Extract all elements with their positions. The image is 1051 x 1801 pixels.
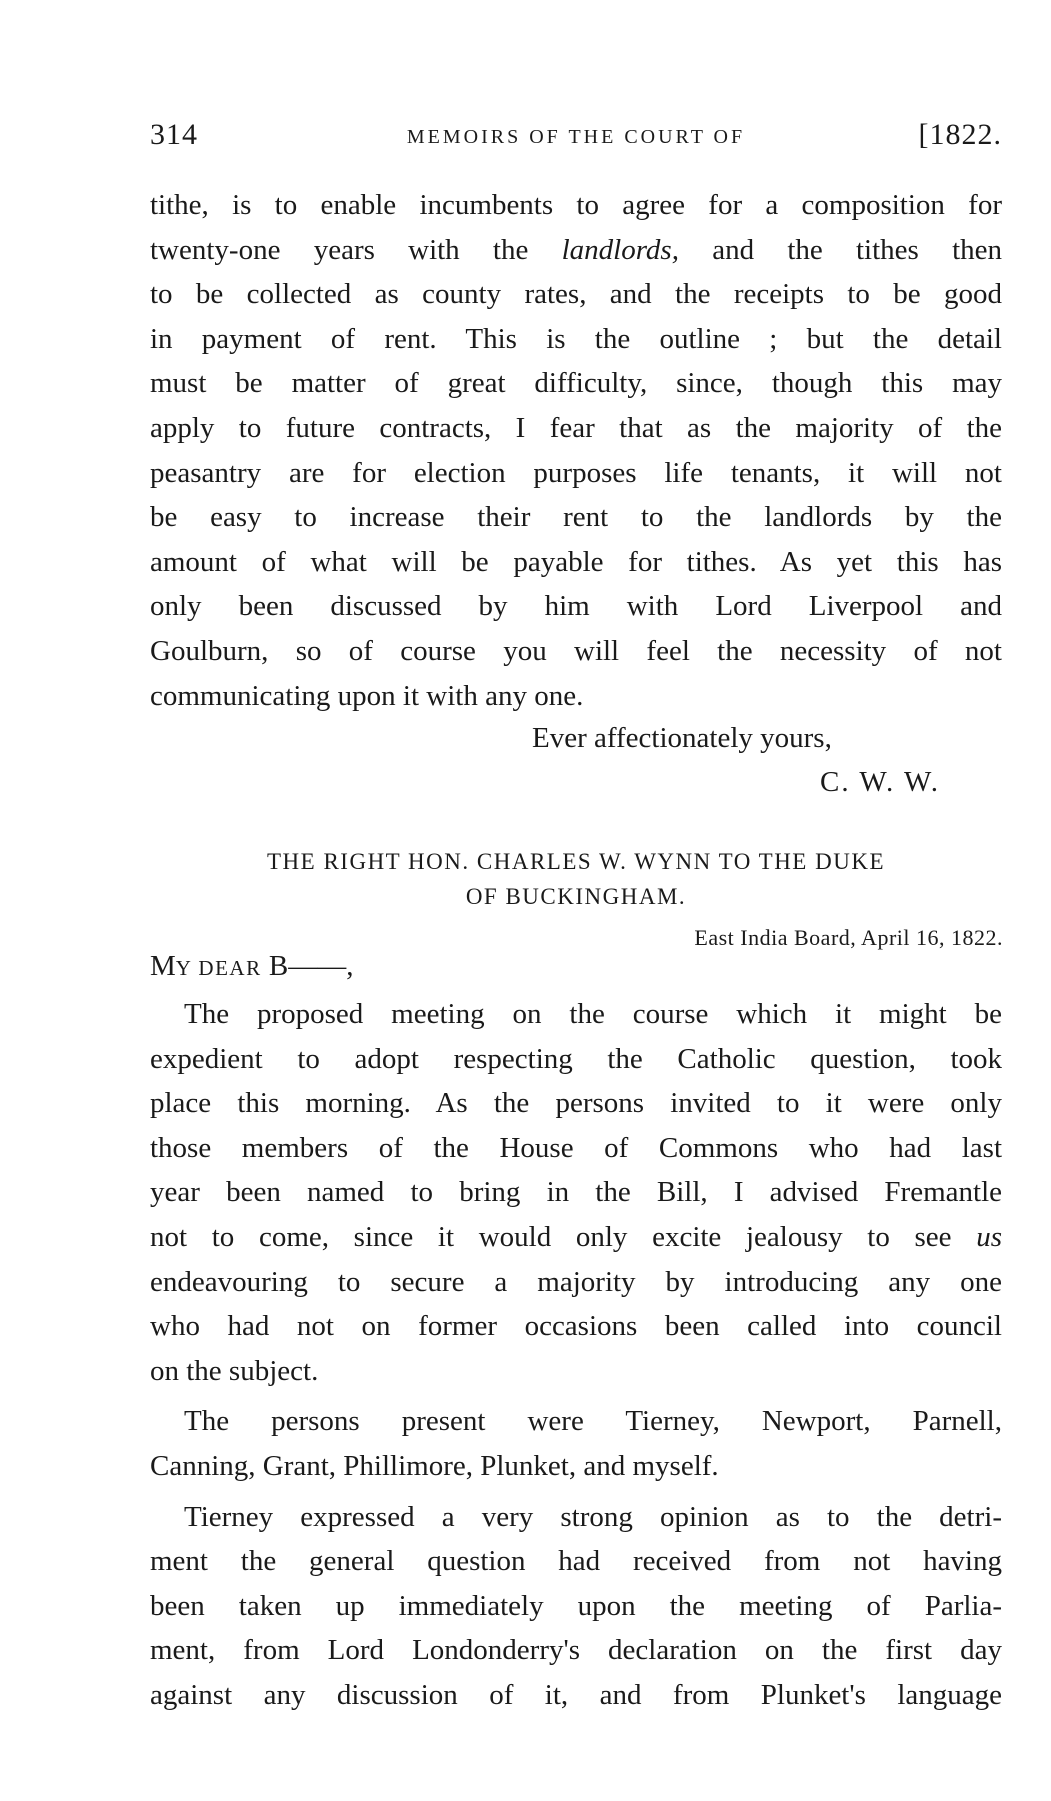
salutation — [150, 950, 353, 983]
italic-word: landlords, — [561, 233, 679, 266]
letter-body — [150, 992, 1002, 1718]
header-year: [1822. — [918, 118, 1002, 151]
running-head: MEMOIRS OF THE COURT OF — [406, 126, 746, 148]
text-line: Tierney expressed a very strong opinion as to the detri- — [184, 1500, 1002, 1533]
text-line: ment the general question had received from not having — [150, 1545, 1002, 1578]
text-line: who had not on former occasions been called into council — [150, 1310, 1002, 1343]
text-line: apply to future contracts, I fear that as the majority of the — [150, 411, 1002, 444]
dateline: East India Board, April 16, 1822. — [694, 925, 1003, 950]
text-line: be easy to increase their rent to the landlords by the — [150, 501, 1002, 534]
text-line: only been discussed by him with Lord Liverpool and — [150, 590, 1002, 623]
text-line: Goulburn, so of course you will feel the necessity of not — [150, 634, 1002, 667]
text-line: amount of what will be payable for tithes. As yet this has — [150, 545, 1002, 578]
text-line: peasantry are for election purposes life tenants, it will not — [150, 456, 1002, 489]
salutation-initial: M — [150, 950, 176, 982]
text-segment: twenty-one years with the — [150, 233, 562, 266]
text-line: to be collected as county rates, and the receipts to be good — [150, 278, 1002, 311]
text-line: must be matter of great difficulty, since, though this may — [150, 367, 1002, 400]
text-line: expedient to adopt respecting the Catholic question, took — [150, 1042, 1002, 1075]
italic-word: us — [976, 1220, 1002, 1253]
text-line: The persons present were Tierney, Newport, Parnell, — [184, 1405, 1002, 1438]
text-line: tithe, is to enable incumbents to agree for a composition for — [150, 189, 1002, 221]
text-line: against any discussion of it, and from Plunket's language — [150, 1678, 1002, 1711]
text-line — [150, 1215, 1002, 1260]
text-line: those members of the House of Commons who had last — [150, 1131, 1002, 1164]
salutation-name: B——, — [261, 950, 354, 982]
text-line: in payment of rent. This is the outline ; but the detail — [150, 322, 1002, 355]
page-number: 314 — [150, 118, 198, 151]
text-line: communicating upon it with any one. — [150, 679, 584, 712]
valediction: Ever affectionately yours, — [532, 722, 832, 754]
text-line: place this morning. As the persons invited to it were only — [150, 1087, 1002, 1120]
text-line: year been named to bring in the Bill, I advised Fremantle — [150, 1176, 1002, 1209]
letter-heading-line: THE RIGHT HON. CHARLES W. WYNN TO THE DUKE — [267, 849, 885, 874]
text-segment: not to come, since it would only excite jealousy to see — [150, 1220, 977, 1253]
salutation-smallcaps: Y DEAR — [175, 956, 262, 980]
signature: C. W. W. — [820, 766, 940, 798]
text-line — [150, 228, 1002, 273]
paragraph-continued — [150, 183, 1002, 718]
text-segment: and the tithes then — [678, 233, 1002, 266]
text-line: ment, from Lord Londonderry's declaration on the first day — [150, 1634, 1002, 1667]
text-line: endeavouring to secure a majority by introducing any one — [150, 1265, 1002, 1298]
text-line: Canning, Grant, Phillimore, Plunket, and myself. — [150, 1449, 719, 1482]
letter-heading — [150, 844, 1002, 914]
text-line: been taken up immediately upon the meeting of Parlia- — [150, 1589, 1002, 1622]
letter-heading-line: OF BUCKINGHAM. — [465, 884, 687, 909]
page-header — [150, 118, 1002, 158]
text-line: on the subject. — [150, 1354, 319, 1387]
text-line: The proposed meeting on the course which it might be — [184, 998, 1002, 1030]
